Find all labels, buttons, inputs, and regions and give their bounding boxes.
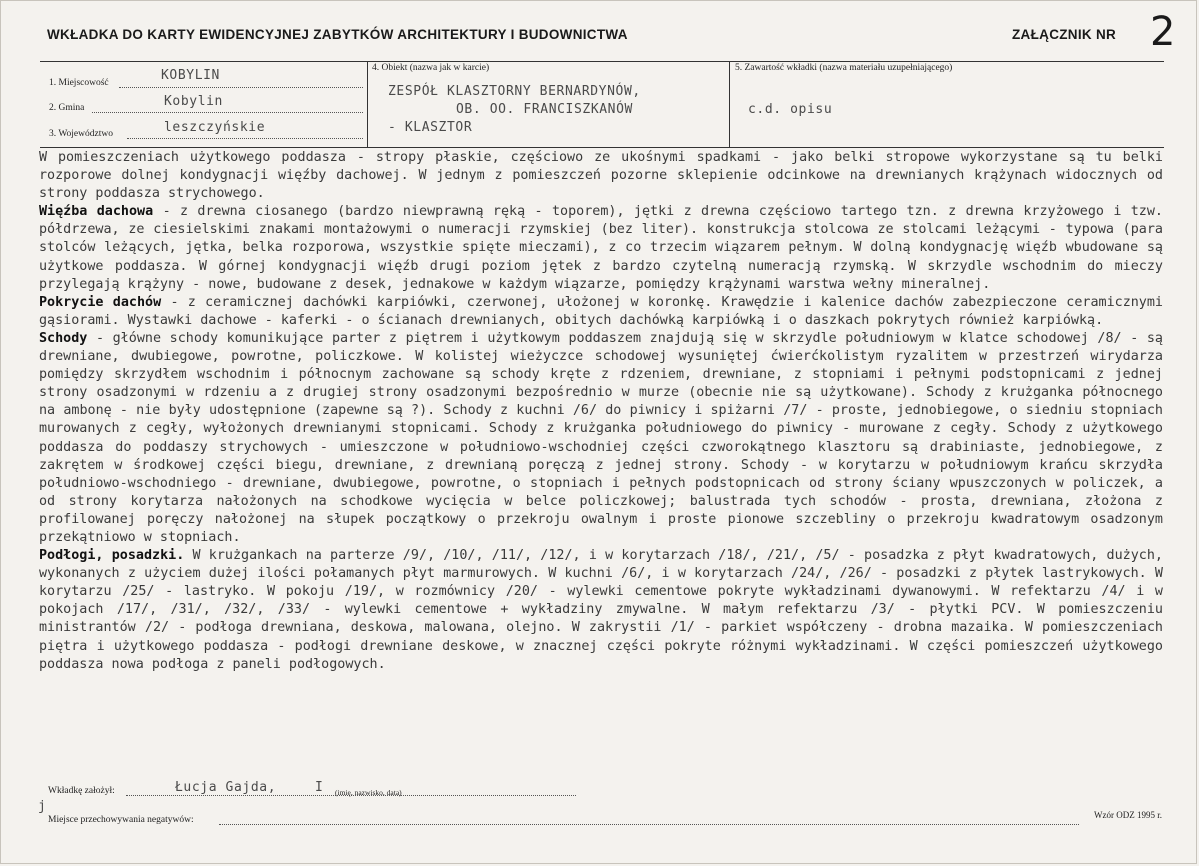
negatives-storage-label: Miejsce przechowywania negatywów: (48, 815, 194, 825)
paragraph-roof-truss (39, 203, 1163, 293)
compiled-by-value: Łucja Gajda, (175, 780, 277, 795)
form-top-line (40, 61, 1164, 62)
paragraph-roofing-text: - z ceramicznej dachówki karpiówki, czerwonej, ułożonej w koronkę. Krawędzie i kalenice dachów zabezpieczone ceramicznymi gąsiorami. Wystawki dachowe - kaferki - o ścianach drewnianych, obitych dachówką karpiówką i o daszkach pokrytych również karpiówką. (39, 294, 1163, 328)
field-commune-value: Kobylin (164, 94, 223, 109)
field-commune-label: 2. Gmina (49, 103, 85, 113)
field-commune-line (92, 112, 363, 113)
compiled-by-label: Wkładkę założył: (48, 786, 115, 796)
paragraph-floors-text: W krużgankach na parterze /9/, /10/, /11/, /12/, i w korytarzach /18/, /21/, /5/ - posadzka z płyt kwadratowych, dużych, wykonanych z użyciem dużej ilości połamanych płyt marmurowych. W kuchni /6/, i w korytarzach /24/, /26/ - posadzki z płytek lastrykowych. W korytarzu /25/ - lastryko. W pokoju /19/, w rozmównicy /20/ - wylewki cementowe pokryte wykładzinami dywanowymi. W refektarzu /4/ i w pokojach /17/, /31/, /32/, /33/ - wylewki cementowe + wykładziny zmywalne. W małym refektarzu /3/ - płytki PCV. W pomieszczeniu ministrantów /2/ - podłoga drewniana, deskowa, malowana, olejno. W zakrystii /1/ - parkiet współczeny - drobna mazaika. W pomieszczeniach piętra i użytkowego poddasza - podłogi drewniane deskowe, w znacznej części pokryte różnymi wykładzinami. W części pomieszczeń użytkowego poddasza nowa podłoga z paneli podłogowych. (39, 548, 1163, 672)
field-object-label: 4. Obiekt (nazwa jak w karcie) (372, 63, 490, 73)
field-object-line-2: OB. OO. FRANCISZKANÓW (456, 102, 633, 117)
form-template-id: Wzór ODZ 1995 r. (1094, 810, 1162, 820)
paragraph-roof-truss-text: - z drewna ciosanego (bardzo niewprawną ręką - toporem), jętki z drewna częściowo tartego tzn. z drewna krzyżowego i tzw. półdrzewa, ze ciesielskimi znakami montażowymi o numeracji rzymskiej (bez liter). konstrukcja stolcowa ze stolcami leżącymi - typowa (para stolców leżących, jętka, belka rozporowa, wszystkie spięte mieczami), z co trzecim wiązarem pełnym. W dolną kondygnację więźb wbudowane są użytkowe poddasza. W górnej kondygnacji więźb drugi poziom jętek z bardzo czytelną numeracją rzymską. W skrzydle wschodnim do mieczy przylegają krążyny - nowe, budowane z desek, jednakowe w każdym wiązarze, pomiędzy krążynami warstwa wełny mineralnej. (39, 204, 1163, 292)
compiled-by-hint: (imię, nazwisko, data) (335, 788, 402, 797)
annex-number: 2 (1150, 9, 1176, 55)
field-contents-value: c.d. opisu (748, 102, 833, 117)
form-divider-1 (367, 61, 368, 147)
stray-mark: j (38, 799, 47, 814)
document-title: WKŁADKA DO KARTY EWIDENCYJNEJ ZABYTKÓW ARCHITEKTURY I BUDOWNICTWA (47, 27, 628, 42)
paragraph-floors (39, 547, 1163, 674)
paragraph-stairs (39, 330, 1163, 547)
paragraph-attic (39, 149, 1163, 203)
field-locality-line (119, 87, 363, 88)
heading-roof-truss: Więźba dachowa (39, 204, 154, 220)
field-voivodeship-line (127, 138, 363, 139)
paragraph-stairs-text: - główne schody komunikujące parter z piętrem i użytkowym poddaszem znajdują się w skrzydle południowym w klatce schodowej /8/ - są drewniane, dwubiegowe, powrotne, policzkowe. W kolistej wieżyczce schodowej wysuniętej ćwierćkolistym ryzalitem w przestrzeń wirydarza pomiędzy skrzydłem wschodnim i północnym zachowane są schody kręte z rdzeniem, drewniane, z stopniami i pełnymi podstopnicami z jednej strony osadzonymi w rdzeniu a z drugiej strony osadzonymi bezpośrednio w murze (obecnie nie są użytkowane). Schody z krużganka północnego na ambonę - nie były udostępnione (zapewne są ?). Schody z kuchni /6/ do piwnicy i spiżarni /7/ - proste, jednobiegowe, o siedniu stopniach murowanych z cegły, wyłożonych drewnianymi stopnicami. Schody z krużganka południowego do piwnicy - murowane z cegły. Schody z użytkowego poddasza do poddaszy strychowych - umieszczone w południowo-wschodniej części czworokątnego klasztoru są drabiniaste, jednobiegowe, z zakrętem w środkowej części biegu, drewniane, z drewnianą poręczą z jednej strony. Schody - w korytarzu w południowym krańcu skrzydła południowo-wschodniego - drewniane, dwubiegowe, powrotne, o stopniach i pełnych podstopnicach od strony ściany wpuszczonych w policzek, a od strony korytarza nałożonych na schodkowe wycięcia w belce policzkowej; balustrada tych schodów - prosta, drewniana, złożona z profilowanej poręczy nałożonej na słupek początkowy o przekroju owalnym i proste pionowe szczebliny o przekroju kwadratowym osadzonym przekątniowo w stopniach. (39, 330, 1163, 545)
paragraph-roofing (39, 294, 1163, 330)
form-bottom-line (40, 147, 1164, 148)
annex-label: ZAŁĄCZNIK NR (1012, 27, 1117, 42)
field-contents-label: 5. Zawartość wkładki (nazwa materiału uzupełniającego) (735, 63, 953, 73)
compiled-by-extra: I (315, 780, 324, 795)
field-voivodeship-value: leszczyńskie (164, 120, 266, 135)
field-locality-label: 1. Miejscowość (49, 78, 109, 88)
heading-stairs: Schody (39, 330, 88, 346)
field-locality-value: KOBYLIN (161, 68, 220, 83)
heading-floors: Podłogi, posadzki. (39, 548, 185, 564)
field-object-line-3: - KLASZTOR (388, 120, 473, 135)
field-object-line-1: ZESPÓŁ KLASZTORNY BERNARDYNÓW, (388, 84, 641, 99)
heading-roofing: Pokrycie dachów (39, 294, 162, 310)
negatives-storage-line (219, 824, 1079, 825)
paragraph-attic-text: W pomieszczeniach użytkowego poddasza - stropy płaskie, częściowo ze ukośnymi spadkami - jako belki stropowe wykorzystane są tu belki rozporowe dolnej kondygnacji więźby dachowej. W jednym z pomieszczeń pozorne sklepienie odcinkowe na drewnianych krążynach widocznych od strony poddasza strychowego. (39, 150, 1163, 202)
field-voivodeship-label: 3. Województwo (49, 129, 113, 139)
form-divider-2 (729, 61, 730, 147)
description-body (39, 149, 1163, 674)
